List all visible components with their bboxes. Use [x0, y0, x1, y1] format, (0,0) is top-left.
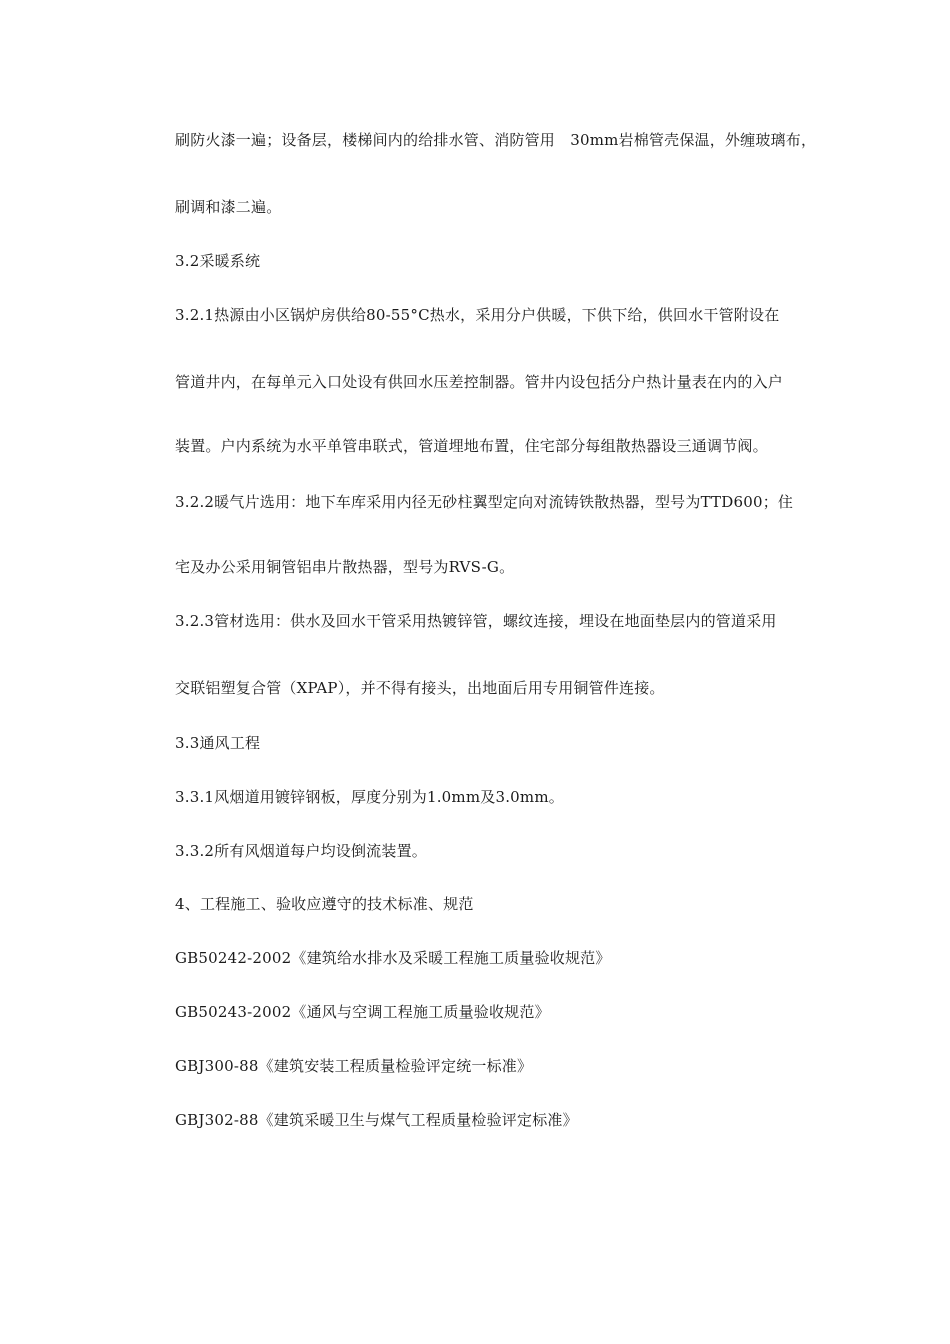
paragraph-line: 交联铝塑复合管（XPAP），并不得有接头，出地面后用专用铜管件连接。: [175, 679, 665, 697]
standard-item: GB50242-2002《建筑给水排水及采暖工程施工质量验收规范》: [175, 949, 611, 967]
paragraph-line: 3.3.1风烟道用镀锌钢板，厚度分别为1.0mm及3.0mm。: [175, 788, 564, 806]
paragraph-line: 3.3.2所有风烟道每户均设倒流装置。: [175, 842, 427, 860]
paragraph-line: 装置。户内系统为水平单管串联式，管道埋地布置，住宅部分每组散热器设三通调节阀。: [175, 437, 768, 455]
paragraph-line: 宅及办公采用铜管铝串片散热器，型号为RVS-G。: [175, 558, 515, 576]
paragraph-line: 3.2.3管材选用：供水及回水干管采用热镀锌管，螺纹连接，埋设在地面垫层内的管道采用: [175, 612, 777, 630]
paragraph-line: 刷调和漆二遍。: [175, 198, 282, 216]
paragraph-line: 刷防火漆一遍；设备层，楼梯间内的给排水管、消防管用 30mm岩棉管壳保温，外缠玻璃布，: [175, 131, 817, 149]
standard-item: GB50243-2002《通风与空调工程施工质量验收规范》: [175, 1003, 550, 1021]
section-heading: 4、工程施工、验收应遵守的技术标准、规范: [175, 895, 474, 913]
section-heading: 3.3通风工程: [175, 734, 261, 752]
standard-item: GBJ302-88《建筑采暖卫生与煤气工程质量检验评定标准》: [175, 1111, 578, 1129]
standard-item: GBJ300-88《建筑安装工程质量检验评定统一标准》: [175, 1057, 533, 1075]
section-heading: 3.2采暖系统: [175, 252, 261, 270]
paragraph-line: 3.2.2暖气片选用：地下车库采用内径无砂柱翼型定向对流铸铁散热器，型号为TTD600；住: [175, 493, 794, 511]
paragraph-line: 管道井内，在每单元入口处设有供回水压差控制器。管井内设包括分户热计量表在内的入户: [175, 373, 784, 391]
paragraph-line: 3.2.1热源由小区锅炉房供给80-55°C热水，采用分户供暖，下供下给，供回水干管附设在: [175, 306, 780, 324]
